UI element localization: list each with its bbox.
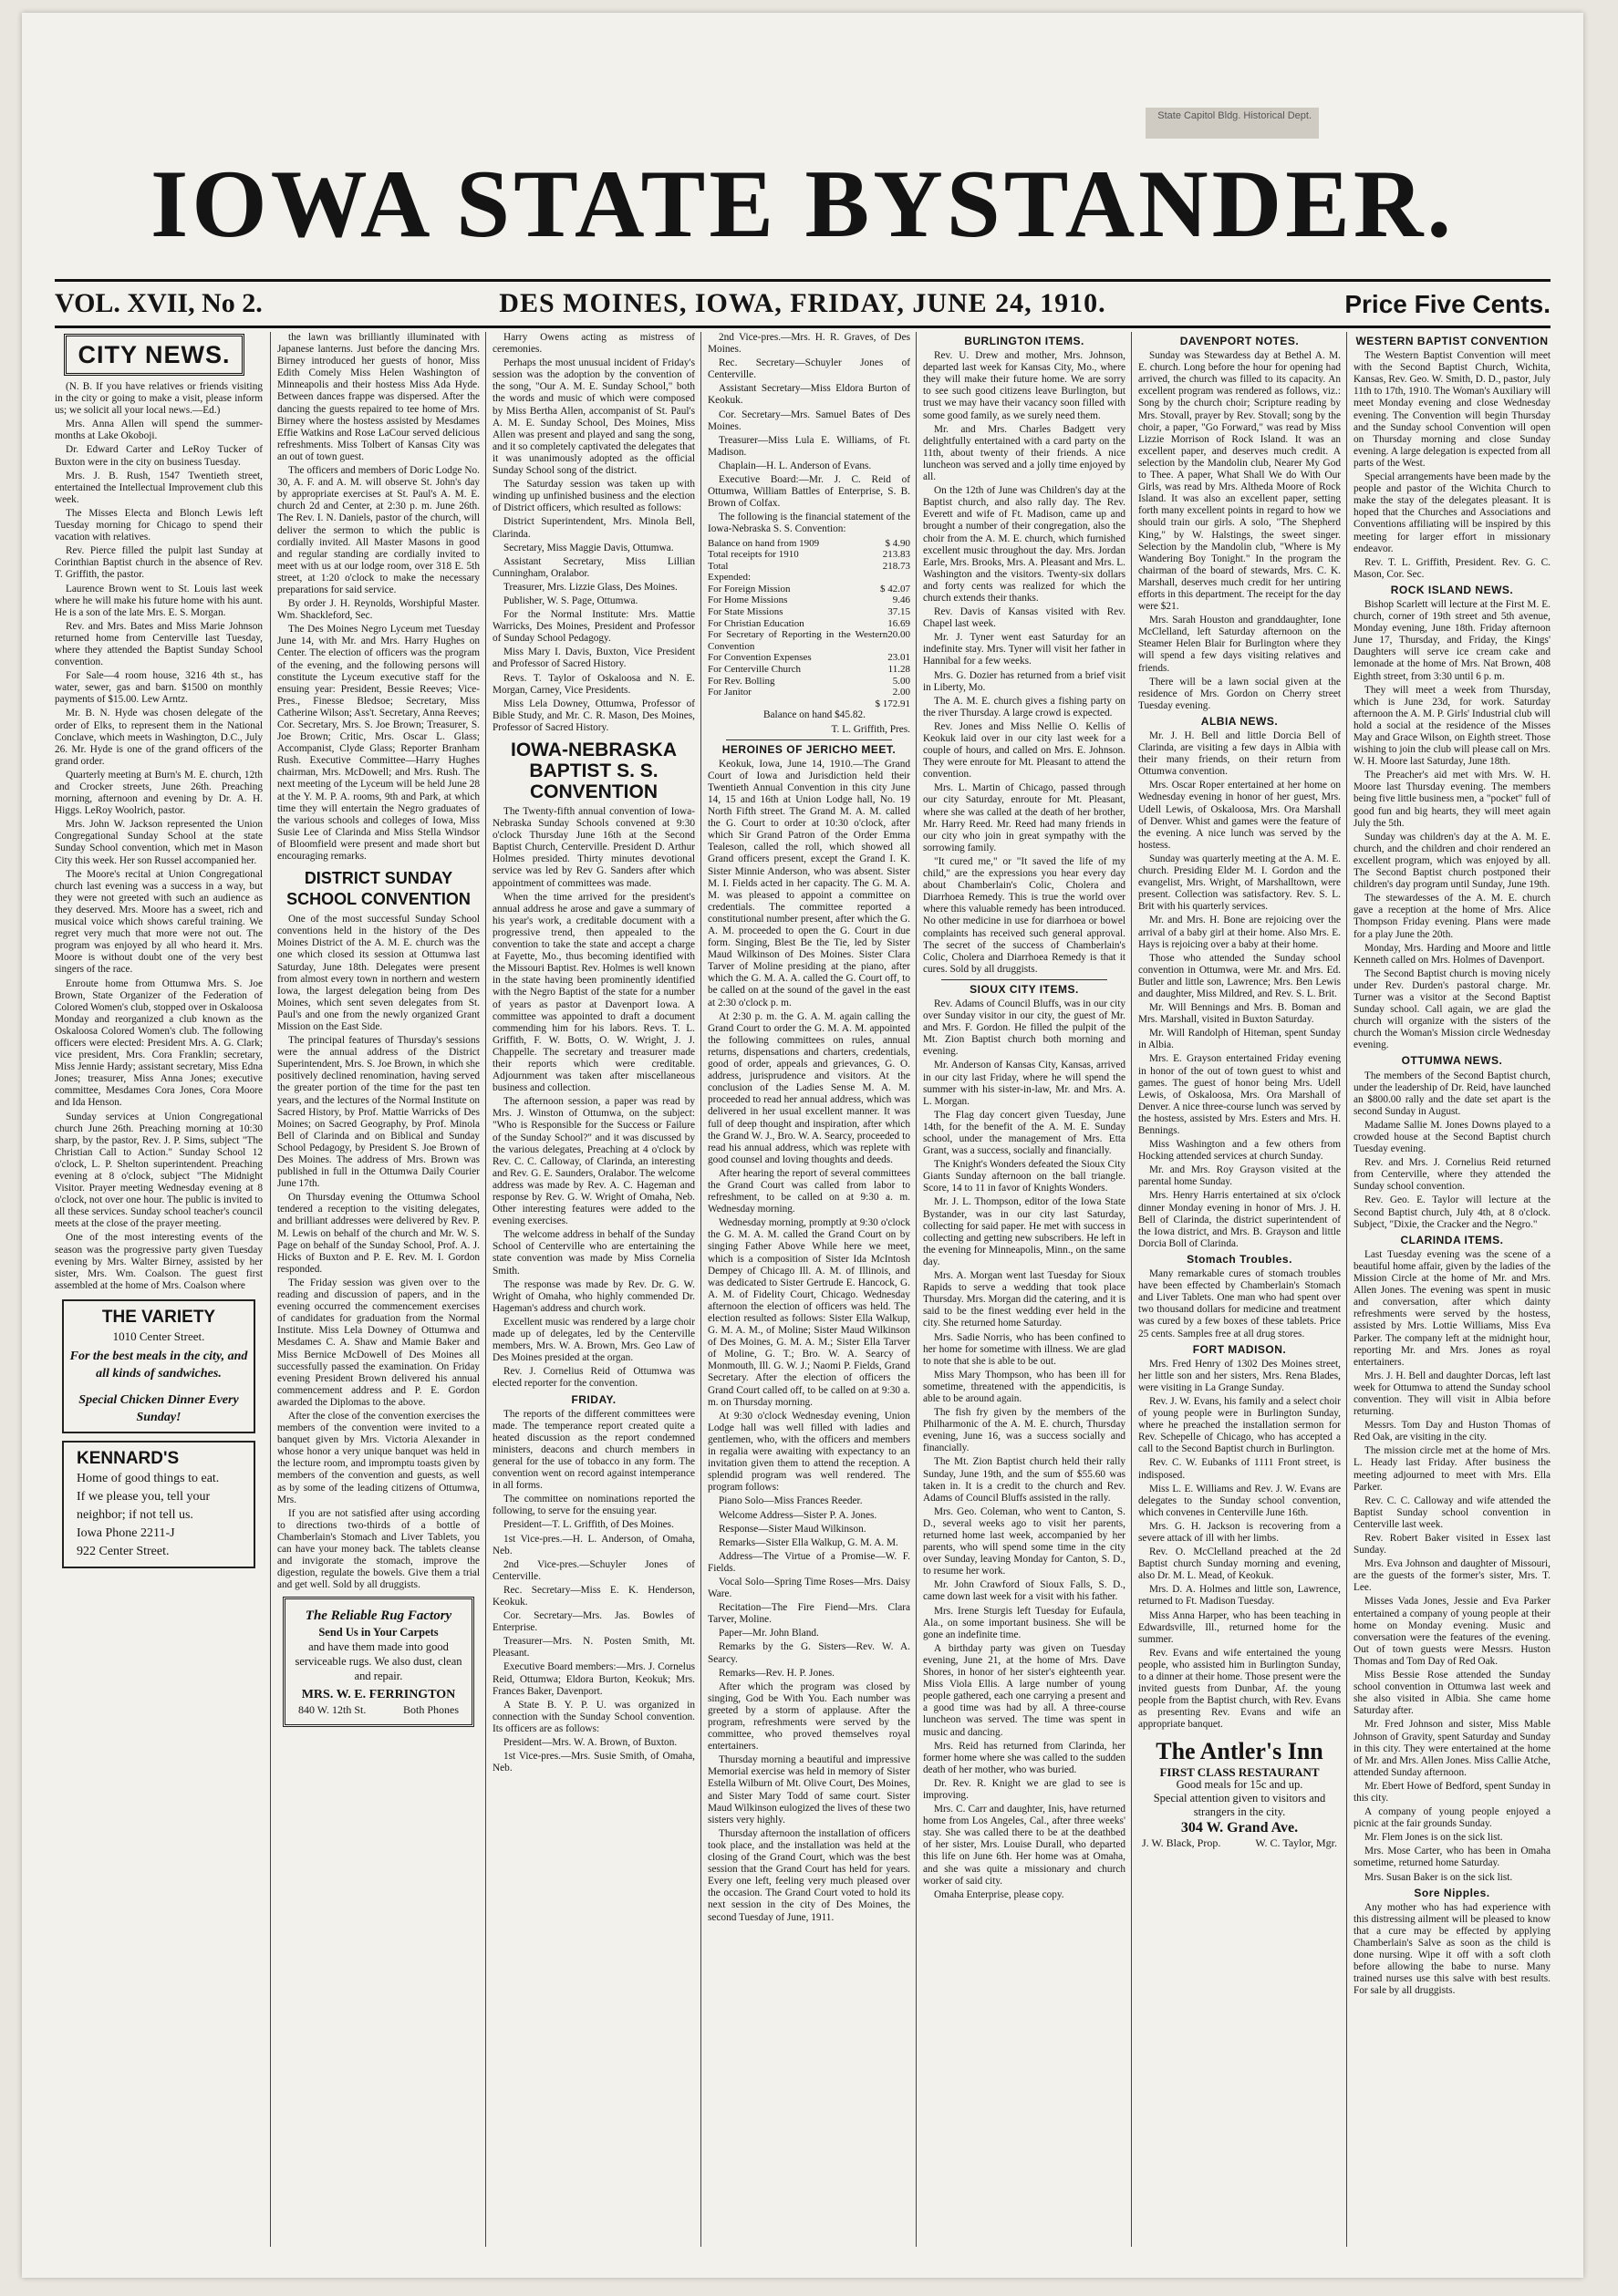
- finance-amount: 23.01: [887, 652, 910, 664]
- column-1: [55, 332, 263, 2247]
- paragraph: Rev. Geo. E. Taylor will lecture at the Second Baptist church, July 4th, at 8 o'clock. Subject, "Dixie, the Cracker and the Negro.": [1354, 1195, 1551, 1230]
- paragraph: Sunday was quarterly meeting at the A. M. E. church. Presiding Elder M. I. Gordon and the evangelist, Mrs. Wright, of Marshalltown, were present. Collection was satisfactory. Rev. S. L. Brit with his quarterly services.: [1138, 853, 1341, 913]
- paragraph: Madame Sallie M. Jones Downs played to a crowded house at the Second Baptist church Tuesday evening.: [1354, 1119, 1551, 1155]
- finance-row: [708, 549, 910, 561]
- ad-line: For the best meals in the city, and all kinds of sandwiches.: [69, 1349, 248, 1381]
- masthead-rule-bottom: [55, 326, 1551, 328]
- section-heading: SIOUX CITY ITEMS.: [970, 982, 1079, 996]
- ad-subtitle: FIRST CLASS RESTAURANT: [1159, 1764, 1320, 1779]
- newspaper-page: [22, 13, 1583, 2278]
- paragraph: For the Normal Institute: Mrs. Mattie Warricks, Des Moines, President and Professor of Sunday School Pedagogy.: [493, 609, 695, 645]
- finance-label: For Secretary of Reporting in the Western Convention: [708, 629, 888, 652]
- paragraph: Sunday services at Union Congregational church June 26th. Preaching morning at 10:30 sharp, by the pastor, Rev. J. P. Sims, subject "The Christian Call to Action." Sunday School 12 o'clock, L. P. Shelton superintendent. Preaching evening at 8 o'clock, subject "The Midnight Visitor. Prayer meeting Wednesday evening at 8 o'clock, not over one hour. The public is invited to all these services. Sunday school teacher's council meets at the close of the prayer meeting.: [55, 1111, 263, 1230]
- paragraph: 2nd Vice-pres.—Schuyler Jones of Centerville.: [493, 1558, 695, 1582]
- column-7: [1354, 332, 1551, 2247]
- paragraph: Mrs. Irene Sturgis left Tuesday for Eufaula, Ala., on some important business. She will be gone an indefinite time.: [923, 1605, 1125, 1640]
- paragraph: The Mt. Zion Baptist church held their rally Sunday, June 19th, and the sum of $55.60 was taken in. It is a credit to the church and Rev. Adams of Council Bluffs assisted in the rally.: [923, 1456, 1125, 1504]
- finance-row: [708, 664, 910, 676]
- finance-label: For Centerville Church: [708, 664, 802, 676]
- finance-amount: 20.00: [887, 629, 910, 641]
- paragraph: Special arrangements have been made by the people and pastor of the Wichita Church to make the stay of the delegates pleasant. It is hoped that the Churches and Associations and Conventions affiliating will be inspired by this meeting for larger effort in missionary endeavor.: [1354, 471, 1551, 554]
- paragraph: Harry Owens acting as mistress of ceremonies.: [493, 332, 695, 356]
- section-heading: BURLINGTON ITEMS.: [964, 335, 1084, 347]
- paragraph: Mrs. J. B. Rush, 1547 Twentieth street, entertained the Intellectual Improvement club this week.: [55, 470, 263, 505]
- column-rule: [270, 332, 271, 2247]
- paragraph: Rec. Secretary—Schuyler Jones of Centerville.: [708, 357, 910, 381]
- paragraph: At 2:30 p. m. the G. A. M. again calling the Grand Court to order the G. M. A. M. appointed the following committees on rules, annual returns, dispensations and charters, credentials, good of order, appeals and grievances, G. O. address, jurisprudence and visitors. At the conclusion of the Ladies Sense M. A. M. proceeded to read her annual address, which was delivered in her usual excellent manner. It was full of deep thought and inspiration, after which the Grand W. J., Bro. W. A. Searcy, proceeded to read his annual address, which was replete with good counsel and loving thoughts and deeds.: [708, 1010, 910, 1165]
- paragraph: The following is the financial statement of the Iowa-Nebraska S. S. Convention:: [708, 512, 910, 535]
- section-heading: DISTRICT SUNDAY SCHOOL CONVENTION: [286, 869, 471, 909]
- finance-row: [708, 584, 910, 595]
- paragraph: Many remarkable cures of stomach troubles have been effected by Chamberlain's Stomach and Liver Tablets. One man who had spent over two thousand dollars for medicine and treatment was cured by a few boxes of these tablets. Price 25 cents. Samples free at all drug stores.: [1138, 1268, 1341, 1339]
- paragraph: Rec. Secretary—Miss E. K. Henderson, Keokuk.: [493, 1584, 695, 1608]
- finance-amount: 11.28: [887, 664, 910, 676]
- ad-line: Good meals for 15c and up.: [1176, 1777, 1303, 1791]
- finance-label: For State Missions: [708, 606, 783, 618]
- column-rule: [1346, 332, 1347, 2247]
- ad-lines: [77, 1470, 250, 1561]
- paragraph: One of the most successful Sunday School conventions held in the history of the Des Moines District of the A. M. E. church was the one which closed its session at Ottumwa last Saturday, June 18th. Delegates were present from almost every town in northern and western Iowa, the largest delegation being from Des Moines, which sent seven delegates from St. Paul's and one from the newly organized Grant Mission on the East Side.: [277, 914, 480, 1032]
- paragraph: The Des Moines Negro Lyceum met Tuesday June 14, with Mr. and Mrs. Harry Hughes on Center. The election of officers was the program of the evening, and the following persons will constitute the Lyceum executive staff for the ensuing year: President, Bessie Reeves; Vice-Pres., Finesse Bledsoe; Secretary, Miss Catherine Wilson; Ass't. Secretary, Anna Reeves; Cor. Secretary, Mrs. S. Joe Brown; Treasurer, S. Joe Brown; Critic, Mrs. Oscar L. Glass; Accompanist, Clyde Glass; Reporter Branham Rush. Executive Committee—Harry Hughes chairman, Mrs. McDowell; and Mrs. Rush. The next meeting of the Lyceum will be held June 28 at the Y. M. P. A. rooms, 9th and Park, at which time they will entertain the Negro graduates of the various schools and colleges of Iowa, Miss Susie Lee of Clarinda and Miss Stella Windsor of Bloomfield were present and made short but encouraging remarks.: [277, 624, 480, 863]
- paragraph: The Friday session was given over to the reading and discussion of papers, and in the evening occurred the commencement exercises of candidates for graduation from the Normal Institute. Miss Lela Downey of Ottumwa and Mesdames C. A. Shaw and Mamie Baker and Miss Bernice McDowell of Des Moines all successfully passed the examination. On Friday evening President Brown delivered his annual commencement address and P. E. Gordon awarded the Diplomas to the above.: [277, 1277, 480, 1408]
- section-heading: OTTUMWA NEWS.: [1401, 1054, 1503, 1068]
- article-body: [708, 759, 910, 1924]
- paragraph: Mrs. G. Dozier has returned from a brief visit in Liberty, Mo.: [923, 669, 1125, 693]
- ad-line: Special Chicken Dinner Every Sunday!: [78, 1392, 239, 1424]
- paragraph: Response—Sister Maud Wilkinson.: [719, 1523, 866, 1535]
- paragraph: Mrs. Reid has returned from Clarinda, her former home where she was called to the sudden death of her mother, who was buried.: [923, 1740, 1125, 1775]
- ad-footer: [1138, 1837, 1341, 1849]
- signature: T. L. Griffith, Pres.: [831, 723, 910, 735]
- finance-label: Balance on hand from 1909: [708, 537, 820, 549]
- paragraph: Mrs. E. Grayson entertained Friday evening in honor of the out of town guest to whist and games. The guest of honor being Mrs. Udell Lewis, of Oskaloosa, Mrs. Ora Marshall of Denver. A nice three-course lunch was served by the hostess, assisted by Mrs. Esters and Mrs. H. Bennings.: [1138, 1053, 1341, 1136]
- paragraph: Miss Lela Downey, Ottumwa, Professor of Bible Study, and Mr. C. R. Mason, Des Moines, Professor of Sacred History.: [493, 698, 695, 733]
- paragraph: The Western Baptist Convention will meet with the Second Baptist Church, Wichita, Kansas, Rev. Geo. W. Smith, D. D., pastor, July 11th to 17th, 1910. The Woman's Auxiliary will meet Monday evening and close Wednesday evening. The Convention will begin Thursday and the Sunday school Convention will open on Thursday morning and close Sunday evening. A large delegation is expected from all parts of the West.: [1354, 350, 1551, 469]
- paragraph: Rev. and Mrs. J. Cornelius Reid returned from Centerville, where they attended the Sunday school convention.: [1354, 1157, 1551, 1193]
- paragraph: Last Tuesday evening was the scene of a beautiful home affair, given by the ladies of the Mission Circle at the home of Mr. and Mrs. Allen Jones. The evening was spent in music and conversation, after which dainty refreshments were served by the hostess, assisted by Mrs. Lottie Williams, Miss Eva Parker. The company left at the midnight hour, reporting Mr. and Mrs. Jones as royal entertainers.: [1354, 1248, 1551, 1368]
- paragraph: Executive Board members:—Mrs. J. Cornelus Reid, Ottumwa; Eldora Burton, Keokuk; Mrs. Frances Baker, Davenport.: [493, 1661, 695, 1697]
- paragraph: After which the program was closed by singing, God be With You. Each number was greeted by a storm of applause. After the program, refreshments were served by the committee, who proved themselves royal entertainers.: [708, 1681, 910, 1753]
- paragraph: Mrs. Mose Carter, who has been in Omaha sometime, returned home Saturday.: [1354, 1846, 1551, 1869]
- masthead-title: IOWA STATE BYSTANDER.: [150, 150, 1455, 257]
- paragraph: Perhaps the most unusual incident of Friday's session was the adoption by the convention of the song, "Our A. M. E. Sunday School," both the words and music of which were composed by Miss Bertha Allen, accompanist of St. Paul's A. M. E. Sunday School, Des Moines, Miss Allen was present and played and sang the song, and it so completely captivated the delegates that it was unanimously adopted as the official Sunday School song of the district.: [493, 357, 695, 477]
- article-body: [708, 332, 910, 536]
- article-body: [493, 1409, 695, 1775]
- paragraph: Quarterly meeting at Burn's M. E. church, 12th and Crocker streets, June 26th. Preaching morning, afternoon and evening by Dr. A. H. Higgs. LeRoy Woolrich, pastor.: [55, 769, 263, 817]
- paragraph: Treasurer, Mrs. Lizzie Glass, Des Moines.: [503, 581, 678, 593]
- finance-amount: $ 4.90: [885, 537, 910, 549]
- paragraph: Rev. J. Cornelius Reid of Ottumwa was elected reporter for the convention.: [493, 1366, 695, 1390]
- paragraph: Miss Mary Thompson, who has been ill for sometime, threatened with the appendicitis, is able to be around again.: [923, 1369, 1125, 1404]
- paragraph: Mrs. John W. Jackson represented the Union Congregational Sunday School at the state Sunday School convention, which met in Mason City this week. Her son Russel accompanied her.: [55, 819, 263, 866]
- antlers-inn-ad: [1138, 1737, 1341, 1849]
- finance-row: [708, 572, 910, 584]
- article-body: [1138, 730, 1341, 1250]
- paragraph: Mrs. Sarah Houston and granddaughter, Ione McClelland, left Saturday afternoon on the Steamer Helen Blair for Burlington where they will spend a few days visiting relatives and friends.: [1138, 615, 1341, 674]
- paragraph: Mr. and Mrs. Roy Grayson visited at the parental home Sunday.: [1138, 1164, 1341, 1188]
- paragraph: Rev. Evans and wife entertained the young people, who assisted him in Burlington Sunday, to a dinner at their home. Those present were the invited guests from Dunbar, Af. the young people from the Baptist church, with Rev. Evans as presenting Rev. Evans and wife an appropriate banquet.: [1138, 1647, 1341, 1731]
- column-5: [923, 332, 1125, 2247]
- paragraph: Thursday morning a beautiful and impressive Memorial exercise was held in memory of Sister Estella Wilburn of Mt. Olive Court, Des Moines, and Sister Mary Todd of same court. Sister Maud Wilkinson eulogized the lives of these two sisters very highly.: [708, 1754, 910, 1825]
- paragraph: The A. M. E. church gives a fishing party on the river Thursday. A large crowd is expected.: [923, 695, 1125, 719]
- finance-label: Total receipts for 1910: [708, 549, 799, 561]
- paragraph: Paper—Mr. John Bland.: [719, 1628, 819, 1639]
- paragraph: Miss L. E. Williams and Rev. J. W. Evans are delegates to the Sunday school convention, which convenes in Centerville June 16th.: [1138, 1483, 1341, 1518]
- dateline: [55, 286, 1551, 323]
- paragraph: For Sale—4 room house, 3216 4th st., has water, sewer, gas and barn. $1500 on monthly payments of $15.00. Lew Arntz.: [55, 670, 263, 706]
- paragraph: Monday, Mrs. Harding and Moore and little Kenneth called on Mrs. Holmes of Davenport.: [1354, 942, 1551, 966]
- paragraph: Messrs. Tom Day and Huston Thomas of Red Oak, are visiting in the city.: [1354, 1420, 1551, 1443]
- paragraph: The principal features of Thursday's sessions were the annual address of the District Superintendent, Mrs. S. Joe Brown, in which she positively declined renomination, having served the greater portion of the time for the past ten years, and the lectures of the Normal Institute on Sacred History, by Prof. Mattie Warricks of Des Moines; on Sacred Geography, by Prof. Minola Bell of Clarinda and on Biblical and Sunday School Pedagogy, by President S. Joe Brown of Des Moines. The address of Mrs. Brown was published in full in the Ottumwa Daily Courier June 17th.: [277, 1035, 480, 1190]
- article-body: [1354, 599, 1551, 1051]
- rug-factory-ad: [283, 1597, 474, 1726]
- finance-label: For Home Missions: [708, 595, 788, 606]
- paragraph: On the 12th of June was Children's day at the Baptist church, and also rally day. The Rev. Everett and wife of Ft. Madison, came up and brought a number of their congregation, also the choir from the A. M. E. church, which furnished excellent music throughout the day. Mrs. Jordan Earle, Mrs. Brooks, Mrs. A. Pleasant and Mrs. L. Washington and the visitors. Twenty-six dollars and forty cents was realized for which the church extends their thanks.: [923, 485, 1125, 604]
- paragraph: Omaha Enterprise, please copy.: [934, 1888, 1064, 1900]
- place-date: DES MOINES, IOWA, FRIDAY, JUNE 24, 1910.: [499, 288, 1106, 318]
- paragraph: Secretary, Miss Maggie Davis, Ottumwa.: [503, 542, 674, 553]
- section-heading: ROCK ISLAND NEWS.: [1390, 583, 1514, 596]
- paragraph: On Thursday evening the Ottumwa School tendered a reception to the visiting delegates, and brilliant addresses were delivered by Rev. P. M. Lewis on behalf of the church and Mr. W. S. Page on behalf of the Sunday School, Prof. A. J. Hicks of Buxton and P. E. Rev. M. I. Gordon responded.: [277, 1192, 480, 1275]
- finance-label: Expended:: [708, 572, 752, 584]
- paragraph: Mr. Anderson of Kansas City, Kansas, arrived in our city last Friday, where he will spend the summer with his sister-in-law, Mr. and Mrs. A. L. Morgan.: [923, 1060, 1125, 1107]
- paragraph: Laurence Brown went to St. Louis last week where he will make his future home with his aunt. He is a son of the late Mrs. E. S. Morgan.: [55, 583, 263, 618]
- finance-row: [708, 676, 910, 688]
- article-body: [1138, 350, 1341, 712]
- finance-amount: 16.69: [887, 617, 910, 629]
- paragraph: The stewardesses of the A. M. E. church gave a reception at the home of Mrs. Alice Thompson Friday evening. Plans were made for a play June the 20th.: [1354, 893, 1551, 940]
- ad-title: The Antler's Inn: [1156, 1737, 1323, 1764]
- paragraph: Mr. J. H. Bell and little Dorcia Bell of Clarinda, are visiting a few days in Albia with their many friends, on their return from Ottumwa convention.: [1138, 730, 1341, 778]
- paragraph: At 9:30 o'clock Wednesday evening, Union Lodge hall was well filled with ladies and gentlemen, who, with the officers and members in regalia were awaiting with expectancy to an invitation given them to attend the reception. A splendid program was well rendered. The program follows:: [708, 1410, 910, 1494]
- paragraph: Mr. and Mrs. Charles Badgett very delightfully entertained with a card party on the 11th, about twenty of their friends. A nice luncheon was served and a jolly time enjoyed by all.: [923, 423, 1125, 483]
- paragraph: The members of the Second Baptist church, under the leadership of Dr. Reid, have launched an $800.00 rally and the date set apart is the second Sunday in August.: [1354, 1070, 1551, 1117]
- ad-address: 1010 Center Street.: [112, 1329, 205, 1343]
- paragraph: Remarks by the G. Sisters—Rev. W. A. Searcy.: [708, 1641, 910, 1665]
- paragraph: Mrs. Geo. Coleman, who went to Canton, S. D., several weeks ago to visit her parents, returned home last week, accompanied by her parents, who will spend some time in the city over Sunday, leaving Monday for Canton, S. D., to resume her work.: [923, 1505, 1125, 1577]
- paragraph: Rev. O. McClelland preached at the 2d Baptist church Sunday morning and evening, also Dr. M. L. Mead, of Keokuk.: [1138, 1546, 1341, 1582]
- paragraph: Recitation—The Fire Fiend—Mrs. Clara Tarver, Moline.: [708, 1602, 910, 1626]
- paragraph: Enroute home from Ottumwa Mrs. S. Joe Brown, State Organizer of the Federation of Colored Women's club, stopped over in Oskaloosa Monday and reorganized a club known as the Oskaloosa Colored Women's club. The following officers were elected: President Mrs. A. G. Clark; vice president, Mrs. Cora Franklin; secretary, Miss Jennie Hardy; assistant secretary, Miss Edna Jones; treasurer, Miss Anna Jones; executive committee, Mesdames Cora Jones, Cora Moore and Ida Henson.: [55, 977, 263, 1109]
- paragraph: Rev. Jones and Miss Nellie O. Kellis of Keokuk laid over in our city last week for a couple of hours, and called on Mrs. E. Johnson. They were enroute for Mt. Pleasant to attend the convention.: [923, 720, 1125, 781]
- paragraph: There will be a lawn social given at the residence of Mrs. Gordon on Cherry street Tuesday evening.: [1138, 676, 1341, 711]
- finance-amount: 37.15: [887, 606, 910, 618]
- paragraph: After the close of the convention exercises the members of the convention were invited to a banquet given by Mrs. Victoria Alexander in whose honor a very unique banquet was held in the lecture room, and impromptu toasts given by members of the convention and guests, as well as by some of the leading citizens of Ottumwa, Mrs.: [277, 1410, 480, 1505]
- ad-title: THE VARIETY: [101, 1307, 216, 1327]
- divider: [726, 739, 892, 740]
- paragraph: The Misses Electa and Blonch Lewis left Tuesday morning for Chicago to spend their vacation with relatives.: [55, 507, 263, 543]
- finance-row: [708, 698, 910, 710]
- finance-row: [708, 561, 910, 573]
- paragraph: Miss Anna Harper, who has been teaching in Edwardsville, Ill., returned home for the summer.: [1138, 1609, 1341, 1645]
- article-body: [493, 332, 695, 734]
- price: Price Five Cents.: [1344, 290, 1551, 318]
- section-heading: WESTERN BAPTIST CONVENTION: [1355, 335, 1549, 347]
- finance-row: [708, 595, 910, 606]
- paragraph: The mission circle met at the home of Mrs. L. Heady last Friday. After business the meeting adjourned to meet with Mrs. Ella Parker.: [1354, 1445, 1551, 1493]
- paragraph: Mr. Fred Johnson and sister, Miss Mable Johnson of Gravity, spent Saturday and Sunday in this city. They were entertained at the home of Mr. and Mrs. Allen Jones. Miss Callie Atche, attended Sunday afternoon.: [1354, 1719, 1551, 1778]
- paragraph: Miss Mary I. Davis, Buxton, Vice President and Professor of Sacred History.: [493, 646, 695, 670]
- paragraph: The Flag day concert given Tuesday, June 14th, for the benefit of the A. M. E. Sunday school, under the management of Mrs. Etta Grant, was a success, socially and financially.: [923, 1109, 1125, 1157]
- paragraph: Mrs. Oscar Roper entertained at her home on Wednesday evening in honor of her guest, Mrs. Udell Lewis, of Oskaloosa, Mrs. Ora Marshall of Denver. Whist and games were the feature of the evening. A nice lunch was served by the hostess.: [1138, 780, 1341, 851]
- paragraph: 1st Vice-pres.—Mrs. Susie Smith, of Omaha, Neb.: [493, 1751, 695, 1774]
- paragraph: Mrs. A. Morgan went last Tuesday for Sioux Rapids to serve a wedding that took place Thursday. Mrs. Morgan did the catering, and it is said to be the finest wedding ever held in the city. She returned home Saturday.: [923, 1270, 1125, 1329]
- paragraph: Misses Vada Jones, Jessie and Eva Parker entertained a company of young people at their home on Monday evening. Music and conversation were the features of the evening. Out of town guests were Messrs. Huston Thomas and Tom Day of Red Oak.: [1354, 1596, 1551, 1667]
- paragraph: By order J. H. Reynolds, Worshipful Master. Wm. Shackleford, Sec.: [277, 598, 480, 622]
- paragraph: Mrs. Anna Allen will spend the summer-months at Lake Okoboji.: [55, 419, 263, 442]
- ad-name: MRS. W. E. FERRINGTON: [301, 1688, 456, 1702]
- ad-phones: Both Phones: [402, 1703, 459, 1717]
- paragraph: Sunday was children's day at the A. M. E. church, and the children and choir rendered an excellent program, which was enjoyed by all. The Second Baptist church postponed their children's day program until Sunday, June 19th.: [1354, 831, 1551, 891]
- section-heading: HEROINES OF JERICHO MEET.: [721, 742, 897, 756]
- finance-amount: 2.00: [892, 687, 910, 698]
- paragraph: Home of good things to eat.: [77, 1471, 220, 1485]
- finance-label: For Christian Education: [708, 617, 804, 629]
- paragraph: Chaplain—H. L. Anderson of Evans.: [719, 460, 872, 471]
- article-body: [1138, 1268, 1341, 1340]
- article-body: [55, 381, 263, 1292]
- finance-amount: 213.83: [882, 549, 910, 561]
- article-body: [493, 806, 695, 1391]
- ad-title: KENNARD'S: [77, 1448, 180, 1468]
- library-stamp: State Capitol Bldg. Historical Dept.: [1146, 108, 1319, 139]
- masthead-rule-top: [55, 279, 1551, 282]
- paragraph: The Preacher's aid met with Mrs. W. H. Moore last Thursday evening. The members being five little business men, a "pocket" full of good fun and big hearts, they will meet again July the 5th.: [1354, 770, 1551, 829]
- section-heading: DAVENPORT NOTES.: [1179, 335, 1300, 347]
- paragraph: The Saturday session was taken up with winding up unfinished business and the election of District officers, which resulted as follows:: [493, 479, 695, 514]
- paragraph: President—Mrs. W. A. Brown, of Buxton.: [503, 1737, 678, 1749]
- article-body: [1354, 1070, 1551, 1231]
- paragraph: Rev. Robert Baker visited in Essex last Sunday.: [1354, 1533, 1551, 1557]
- paragraph: Assistant Secretary—Miss Eldora Burton of Keokuk.: [708, 383, 910, 407]
- paragraph: The afternoon session, a paper was read by Mrs. J. Winston of Ottumwa, on the subject: "Who is Responsible for the Success or Failure of the Sunday School?" and it was discussed by the various delegates, Preaching at 4 o'clock by Rev. C. C. Calloway, of Clarinda, an interesting and Rev. G. E. Saunders, Oralabor. The welcome address was made by Rev. A. C. Hageman and response by Rev. G. W. Wright of Omaha, Neb. Other interesting features were added to the evening exercises.: [493, 1096, 695, 1227]
- paragraph: Mrs. D. A. Holmes and little son, Lawrence, returned to Ft. Madison Tuesday.: [1138, 1584, 1341, 1608]
- finance-row: [708, 538, 910, 550]
- paragraph: Those who attended the Sunday school convention in Ottumwa, were Mr. and Mrs. Ed. Butler and little son, Lawrence; Mrs. Ben Lewis and daughter, Miss Mildred, and Rev. S. L. Brit.: [1138, 952, 1341, 999]
- article-body: [923, 350, 1125, 976]
- subsection-heading: FRIDAY.: [571, 1392, 617, 1406]
- paragraph: Treasurer—Mrs. N. Posten Smith, Mt. Pleasant.: [493, 1636, 695, 1660]
- column-rule: [485, 332, 486, 2247]
- ad-address: 840 W. 12th St.: [298, 1703, 367, 1717]
- column-rule: [1131, 332, 1132, 2247]
- volume-number: VOL. XVII, No 2.: [55, 288, 263, 318]
- paragraph: The fish fry given by the members of the Philharmonic of the A. M. E. church, Thursday evening, June 16, was a success socially and financially.: [923, 1407, 1125, 1454]
- column-rule: [700, 332, 701, 2247]
- column-4: [708, 332, 910, 2247]
- section-heading: IOWA-NEBRASKA BAPTIST S. S. CONVENTION: [511, 739, 677, 802]
- paragraph: If we please you, tell your neighbor; if not tell us.: [77, 1489, 211, 1522]
- paragraph: Mrs. Sadie Norris, who has been confined to her home for sometime with illness. We are glad to note that she is able to be out.: [923, 1331, 1125, 1367]
- paragraph: Wednesday morning, promptly at 9:30 o'clock the G. M. A. M. called the Grand Court on by singing Father Above While here we meet, which is a composition of Sister Ida McIntosh Dempey of Chicago Ill. A. M. of Illinois, and was dedicated to Sister Gertrude E. Hancock, G. A. M. of Fidelity Court, Chicago. Wednesday afternoon the election of officers was held. The election resulted as follows: Sister Ella Walkup, G. M. A. M., of Moline; Sister Maud Wilkinson of Des Moines, G. M. A. M.; Sister Ella Tarver of Moline, G. T.; Bro. W. A. Searcy of Monmouth, Ill. G. W. J.; Naomi P. Fields, Grand Secretary. After the election of officers the Grand Court called off, to be called on at 9:30 a. m. on Thursday morning.: [708, 1217, 910, 1408]
- finance-row: [708, 687, 910, 698]
- paragraph: The Moore's recital at Union Congregational church last evening was a success in a way, but they were not greeted with such an audience as they deserved. Mrs. Moore has a sweet, rich and musical voice which shows careful training. We regret very much that more were not out. The program was enjoyed by all who heard it. Mrs. Moore is without doubt one of the very best singers of the race.: [55, 868, 263, 976]
- paragraph: The Twenty-fifth annual convention of Iowa-Nebraska Sunday Schools convened at 9:30 o'clock Thursday June 16th at the Second Baptist Church, Centerville. President D. Arthur Holmes presided. Thirty minutes devotional service was led by Rev G. Sanders after which appointment of committees was made.: [493, 806, 695, 889]
- paragraph: A birthday party was given on Tuesday evening, June 21, at the home of Mrs. Dave Shores, in honor of her sister's eighteenth year. Miss Viola Ellis. A large number of young people gathered, each one carrying a present and a good time was had by all. A three-course luncheon was served. The time was spent in music and dancing.: [923, 1642, 1125, 1738]
- finance-amount: $ 172.91: [875, 698, 910, 709]
- paragraph: Miss Bessie Rose attended the Sunday school convention in Ottumwa last week and she also visited in Albia. She came home Saturday after.: [1354, 1670, 1551, 1717]
- paragraph: District Superintendent, Mrs. Minola Bell, Clarinda.: [493, 516, 695, 540]
- paragraph: Dr. Rev. R. Knight we are glad to see is improving.: [923, 1777, 1125, 1801]
- paragraph: Rev. Pierce filled the pulpit last Sunday at Corinthian Baptist church in the absence of Rev. T. Griffith, the pastor.: [55, 545, 263, 581]
- article-body: [1354, 1902, 1551, 1998]
- ad-manager: W. C. Taylor, Mgr.: [1255, 1836, 1337, 1849]
- paragraph: Revs. T. Taylor of Oskaloosa and N. E. Morgan, Carney, Vice Presidents.: [493, 672, 695, 696]
- article-body: [1138, 1359, 1341, 1732]
- paragraph: The Knight's Wonders defeated the Sioux City Giants Sunday afternoon on the ball triangle. Score, 14 to 11 in favor of Knights Wonders.: [923, 1159, 1125, 1195]
- paragraph: The Second Baptist church is moving nicely under Rev. Durden's pastoral charge. Mr. Turner was a visitor at the Second Baptist Sunday school. Call again, we are glad the church will organize with the sisters of the church the Woman's Mission circle Wednesday evening.: [1354, 967, 1551, 1051]
- section-heading: Sore Nipples.: [1414, 1886, 1490, 1899]
- paragraph: The welcome address in behalf of the Sunday School of Centerville who are entertaining the state convention was made by Miss Cornelia Smith.: [493, 1229, 695, 1277]
- paragraph: Mrs. Fred Henry of 1302 Des Moines street, her little son and her sisters, Mrs. Rena Blades, were visiting in La Grange Sunday.: [1138, 1358, 1341, 1393]
- column-3: [493, 332, 695, 2247]
- paragraph: Mr. and Mrs. H. Bone are rejoicing over the arrival of a baby girl at their home. Also Mrs. E. Hays is rejoicing over a baby at their home.: [1138, 915, 1341, 950]
- section-heading: Stomach Troubles.: [1187, 1252, 1292, 1266]
- finance-label: For Rev. Bolling: [708, 675, 775, 687]
- paragraph: "It cured me," or "It saved the life of my child," are the expressions you hear every day about Chamberlain's Colic, Cholera and Diarrhoea Remedy. This is true the world over where this valuable remedy has been introduced. No other medicine in use for diarrhoea or bowel complaints has received such general approval. The secret of the success of Chamberlain's Colic, Cholera and Diarrhoea Remedy is that it cures. Sold by all druggists.: [923, 855, 1125, 975]
- paragraph: Rev. Adams of Council Bluffs, was in our city over Sunday visitor in our city, the guest of Mr. and Mrs. F. Gordon. He filled the pulpit of the Mt. Zion Baptist church both morning and evening.: [923, 998, 1125, 1058]
- paragraph: Mr. B. N. Hyde was chosen delegate of the order of Elks, to represent them in the National Conclave, which meets in Washington, D.C., July 26. Mr. Hyde is one of the grand officers of the grand order.: [55, 708, 263, 767]
- paragraph: The committee on nominations reported the following, to serve for the ensuing year.: [493, 1494, 695, 1517]
- paragraph: Rev. T. L. Griffith, President. Rev. G. C. Mason, Cor. Sec.: [1354, 556, 1551, 580]
- paragraph: Rev. J. W. Evans, his family and a select choir of young people were in Burlington Sunday, where he preached the installation sermon for Rev. Schepelle of Chicago, who has accepted a call to the Second Baptist church in Burlington.: [1138, 1395, 1341, 1455]
- paragraph: The response was made by Rev. Dr. G. W. Wright of Omaha, who highly commended Dr. Hageman's address and church work.: [493, 1278, 695, 1314]
- paragraph: They will meet a week from Thursday, which is June 23d, for work. Saturday afternoon the A. M. P. Girls' Industrial club will hold a social at the residence of the Misses May and Grace Wilson, on Eighth street. Those wishing to join the club will please call on Mrs. W. H. Moore last Saturday, June 18th.: [1354, 684, 1551, 768]
- finance-amount: 218.73: [882, 560, 910, 572]
- city-news-heading: CITY NEWS.: [64, 334, 244, 376]
- finance-row: [708, 652, 910, 664]
- paragraph: Address—The Virtue of a Promise—W. F. Fields.: [708, 1550, 910, 1574]
- finance-amount: 9.46: [892, 595, 910, 606]
- paragraph: 922 Center Street.: [77, 1544, 170, 1558]
- paragraph: Any mother who has had experience with this distressing ailment will be pleased to know that a cure may be effected by applying Chamberlain's Salve as soon as the child is done nursing. Wipe it off with a soft cloth before allowing the babe to nurse. Many trained nurses use this salve with best results. For sale by all druggists.: [1354, 1901, 1551, 1997]
- column-6: [1138, 332, 1341, 2247]
- article-body: [923, 998, 1125, 1901]
- paragraph: Publisher, W. S. Page, Ottumwa.: [503, 595, 638, 606]
- paragraph: Mr. Will Randolph of Hiteman, spent Sunday in Albia.: [1138, 1028, 1341, 1051]
- paragraph: Remarks—Rev. H. P. Jones.: [719, 1667, 835, 1679]
- article-body: [277, 914, 480, 1591]
- financial-statement: [708, 538, 910, 710]
- paragraph: Rev. U. Drew and mother, Mrs. Johnson, departed last week for Kansas City, Mo., where they will make their future home. We are sorry to see such good citizens leave Burlington, but trust we may have their vacancy soon filled with some good family, as we surely need them.: [923, 350, 1125, 421]
- paragraph: Rev. C. W. Eubanks of 1111 Front street, is indisposed.: [1138, 1457, 1341, 1481]
- paragraph: Keokuk, Iowa, June 14, 1910.—The Grand Court of Iowa and Jurisdiction held their Twentieth Annual Convention in this city June 14, 15 and 16th at Union Lodge hall, No. 19 North Fifth street. The Grand M. A. M. called the G. Court to order at 10:30 o'clock, after which Sir Grand Patron of the Order Emma Tealeson, called the roll, which showed all Grand officers present, except the Grand I. K. Sister Minnie Anderson, who was absent. Sister M. I. Fields acted in her capacity. The G. M. A. M. was pleased to appoint a committee on credentials. The committee reported a constitutional number present, after which the G. A. M. proceeded to open the G. Court in due form. Singing, Blest Be the Tie, led by Sister Maud Wilkinson of Des Moines. Sister Clara Tarver of Moline presiding at the piano, after which the G. M. A. A. called the G. Court off, to be called on at the sound of the gavel in the east at 2:30 o'clock p. m.: [708, 758, 910, 1008]
- paragraph: Mr. Ebert Howe of Bedford, spent Sunday in this city.: [1354, 1780, 1551, 1804]
- paragraph: President—T. L. Griffith, of Des Moines.: [503, 1519, 674, 1531]
- paragraph: If you are not satisfied after using according to directions two-thirds of a bottle of Chamberlain's Stomach and Liver Tablets, you can have your money back. The tablets cleanse and invigorate the stomach, improve the digestion, regulate the bowels. Give them a trial and get well. Sold by all druggists.: [277, 1507, 480, 1591]
- finance-label: For Janitor: [708, 687, 752, 698]
- finance-label: For Convention Expenses: [708, 652, 812, 664]
- paragraph: Mrs. Susan Baker is on the sick list.: [1364, 1871, 1513, 1883]
- article-body: [1354, 350, 1551, 581]
- finance-row: [708, 618, 910, 630]
- paragraph: Mrs. G. H. Jackson is recovering from a severe attack of ill with her limbs.: [1138, 1520, 1341, 1544]
- paragraph: A company of young people enjoyed a picnic at the fair grounds Sunday.: [1354, 1806, 1551, 1830]
- paragraph: After hearing the report of several committees the Grand Court was called from labor to refreshment, to be called on at 9:30 a. m. Wednesday morning.: [708, 1167, 910, 1215]
- paragraph: Mrs. J. H. Bell and daughter Dorcas, left last week for Ottumwa to attend the Sunday school convention. They will visit in Albia before returning.: [1354, 1370, 1551, 1418]
- variety-ad: [62, 1299, 255, 1433]
- paragraph: Vocal Solo—Spring Time Roses—Mrs. Daisy Ware.: [708, 1576, 910, 1600]
- divider: [941, 979, 1107, 980]
- paragraph: the lawn was brilliantly illuminated with Japanese lanterns. Just before the dancing Mrs. Birney introduced her guests of honor, Miss Edith Comely Miss Helen Washington of Minneapolis and their hostess Miss Ada Hyde. Between dances frappe was dispersed. After the dancing the guests repaired to tee home of Mrs. Birney where the hostess assisted by Mesdames Effie Watkins and Rose LaCour served delicious refreshments. Miss Tolbert of Kansas City was an out of town guest.: [277, 332, 480, 462]
- finance-row: [708, 606, 910, 618]
- finance-amount: 5.00: [892, 675, 910, 687]
- column-2: [277, 332, 480, 2247]
- paragraph: Executive Board:—Mr. J. C. Reid of Ottumwa, William Battles of Enterprise, S. B. Brown of Colfax.: [708, 474, 910, 510]
- ad-subtitle: Send Us in Your Carpets: [318, 1626, 439, 1639]
- paragraph: Rev. Davis of Kansas visited with Rev. Chapel last week.: [923, 606, 1125, 630]
- paragraph: Remarks—Sister Ella Walkup, G. M. A. M.: [719, 1536, 898, 1548]
- section-heading: ALBIA NEWS.: [1200, 714, 1279, 728]
- paragraph: Treasurer—Miss Lula E. Williams, of Ft. Madison.: [708, 434, 910, 458]
- paragraph: Dr. Edward Carter and LeRoy Tucker of Buxton were in the city on business Tuesday.: [55, 444, 263, 468]
- article-body: [277, 332, 480, 863]
- paragraph: Iowa Phone 2211-J: [77, 1525, 175, 1540]
- paragraph: 1st Vice-pres.—H. L. Anderson, of Omaha, Neb.: [493, 1533, 695, 1557]
- paragraph: Thursday afternoon the installation of officers took place, and the installation was held at the closing of the Grand Court, which was the best session that the Grand Court has held for years. Every one left, feeling very much pleased over the occasion. The Grand Court voted to hold its next session in the city of Des Moines, the second Tuesday of June, 1911.: [708, 1827, 910, 1923]
- column-rule: [916, 332, 917, 2247]
- section-heading: CLARINDA ITEMS.: [1400, 1233, 1504, 1246]
- finance-label: Total: [708, 560, 729, 572]
- paragraph: The reports of the different committees were made. The temperance report created quite a heated discussion as the report condemned ministers, deacons and church members in general for the use of tobacco in any form. The convention went on record against intemperance in all forms.: [493, 1408, 695, 1492]
- columns: [55, 332, 1551, 2247]
- paragraph: Rev. and Mrs. Bates and Miss Marie Johnson returned home from Centerville last Tuesday, where they attended the Baptist Sunday School convention.: [55, 620, 263, 668]
- paragraph: Mr. John Crawford of Sioux Falls, S. D., came down last week for a visit with his father.: [923, 1579, 1125, 1603]
- ad-line: Special attention given to visitors and strangers in the city.: [1153, 1791, 1326, 1818]
- paragraph: 2nd Vice-pres.—Mrs. H. R. Graves, of Des Moines.: [708, 332, 910, 356]
- paragraph: Excellent music was rendered by a large choir made up of delegates, led by the Centerville members, Mrs. W. A. Brown, Mrs. Geo Law of Des Moines presided at the organ.: [493, 1316, 695, 1364]
- paragraph: Sunday was Stewardess day at Bethel A. M. E. church. Long before the hour for opening had arrived, the church was filled to its capacity. An excellent program was rendered as follows, viz.: Song by the church choir; Scripture reading by Mrs. Stovall, prayer by Rev. Stovall; song by the choir, a paper, "Go Forward," was read by Miss Lizzie Morrison of Rock Island. It was an excellent paper, and deserves much credit. A selection by the Mandolin club, Nearer My God to Thee. A paper, What Shall We do With Our Girls, was read by Mrs. Altheda Moore of Rock Island. It was also an excellent paper, setting forth many excellent points in regard to how we should train our girls. A solo, "The Shepherd King," by W. Halstings, the sweet singer. Selection by the Mandolin club, "Where is My Wandering Boy Tonight." In the program the chairman of the board of stewards, Mrs. C. K. Marshall, deserves much credit for her untiring efforts in this department. The receipt for the day were $21.: [1138, 350, 1341, 613]
- paragraph: Welcome Address—Sister P. A. Jones.: [719, 1509, 877, 1521]
- paragraph: (N. B. If you have relatives or friends visiting in the city or going to make a visit, please inform us; we solicit all your local news.—Ed.): [55, 381, 263, 417]
- ad-proprietor: J. W. Black, Prop.: [1142, 1836, 1221, 1849]
- paragraph: Mrs. L. Martin of Chicago, passed through our city Saturday, enroute for Mt. Pleasant, where she was called at the death of her brother, Mr. Harry Reed. Mr. Reed had many friends in our city who join in great sympathy with the sorrowing family.: [923, 782, 1125, 853]
- paragraph: Bishop Scarlett will lecture at the First M. E. church, corner of 19th street and 5th avenue, Monday evening, June 18th. Friday afternoon June 17, Thursday, and Friday, the Kings' Daughters will serve ice cream cake and lemonade at the home of Mrs. Nat Brown, 408 Eighth street, from 3:30 until 6 p. m.: [1354, 598, 1551, 682]
- paragraph: Miss Washington and a few others from Hocking attended services at church Sunday.: [1138, 1139, 1341, 1163]
- finance-label: For Foreign Mission: [708, 583, 791, 595]
- paragraph: Mrs. Eva Johnson and daughter of Missouri, are the guests of the former's sister, Mrs. T. Lee.: [1354, 1558, 1551, 1594]
- paragraph: Mrs. Henry Harris entertained at six o'clock dinner Monday evening in honor of Mrs. J. H. Bell of Clarinda, the district superintendent of the Iowa district, and Mrs. B. Grayson and little Dorcia Boll of Clarinda.: [1138, 1190, 1341, 1249]
- paragraph: Cor. Secretary—Mrs. Samuel Bates of Des Moines.: [708, 409, 910, 432]
- paragraph: Mr. J. Tyner went east Saturday for an indefinite stay. Mrs. Tyner will visit her father in Hannibal for a few weeks.: [923, 632, 1125, 667]
- paragraph: Mrs. C. Carr and daughter, Inis, have returned home from Los Angeles, Cal., after three weeks' stay. She was called there to be at the deathbed of her sister, Mrs. Louise Durall, who departed this life on June 6th. Her home was at Omaha, and she was quite a missionary and church worker of said city.: [923, 1804, 1125, 1887]
- paragraph: The officers and members of Doric Lodge No. 30, A. F. and A. M. will observe St. John's day by appropriate exercises at St. Paul's A. M. E. church 2d and Center, at 2:30 p. m. June 26th. The Rev. I. N. Daniels, pastor of the church, will deliver the sermon to which the public is cordially invited. All Master Masons in good and regular standing are cordially invited to meet with us at our lodge room, over 318 E. 5th street, at 1:20 o'clock to make the necessary preparations for said service.: [277, 465, 480, 595]
- paragraph: When the time arrived for the president's annual address he arose and gave a summary of his year's work, a creditable document with a progressive trend, then appealed to the convention to take the state and accept a charge at Fayette, Mo., thus becoming identified with the Missouri Baptist. Rev. Holmes is well known in the state having been prominently identified with the Negro Baptist of the state for a number of years as pastor at Davenport Iowa. A committee was appointed to draft a document commending him for his labors. Revs. T. L. Griffith, F. W. Botts, O. W. Wright, J. J. Chappelle. The secretary and treasurer made their reports which were creditable. Adjournment was taken after miscellaneous business and collection.: [493, 891, 695, 1094]
- paragraph: Mr. Will Bennings and Mrs. B. Boman and Mrs. Marshall, visited in Buxton Saturday.: [1138, 1002, 1341, 1026]
- finance-row: [708, 629, 910, 652]
- section-heading: FORT MADISON.: [1192, 1342, 1287, 1356]
- ad-body: and have them made into good serviceable rugs. We also dust, clean and repair.: [295, 1640, 462, 1683]
- paragraph: Assistant Secretary, Miss Lillian Cunningham, Oralabor.: [493, 555, 695, 579]
- ad-footer: [291, 1704, 466, 1716]
- kennard-ad: [62, 1441, 255, 1568]
- paragraph: A State B. Y. P. U. was organized in connection with the Sunday School convention. Its officers are as follows:: [493, 1699, 695, 1734]
- paragraph: Piano Solo—Miss Frances Reeder.: [719, 1495, 863, 1507]
- article-body: [1354, 1249, 1551, 1884]
- finance-amount: $ 42.07: [880, 583, 910, 595]
- paragraph: One of the most interesting events of the season was the progressive party given Tuesday evening by Mrs. Walter Birney, assisted by her sister, Mrs. Wm. Coalson. The guest first assembled at the home of Mrs. Coalson where: [55, 1232, 263, 1291]
- balance-line: Balance on hand $45.82.: [763, 709, 866, 721]
- paragraph: Mr. J. L. Thompson, editor of the Iowa State Bystander, was in our city last Saturday, collecting for said paper. He met with success in collecting and getting new subscribers. He left in the evening for Minneapolis, Minn., on the same day.: [923, 1196, 1125, 1267]
- paragraph: Cor. Secretary—Mrs. Jas. Bowles of Enterprise.: [493, 1610, 695, 1634]
- ad-address: 304 W. Grand Ave.: [1180, 1819, 1299, 1836]
- paragraph: Mr. Flem Jones is on the sick list.: [1364, 1832, 1503, 1844]
- paragraph: Rev. C. C. Calloway and wife attended the Baptist Sunday school convention in Centerville last week.: [1354, 1494, 1551, 1530]
- ad-title: The Reliable Rug Factory: [305, 1608, 452, 1624]
